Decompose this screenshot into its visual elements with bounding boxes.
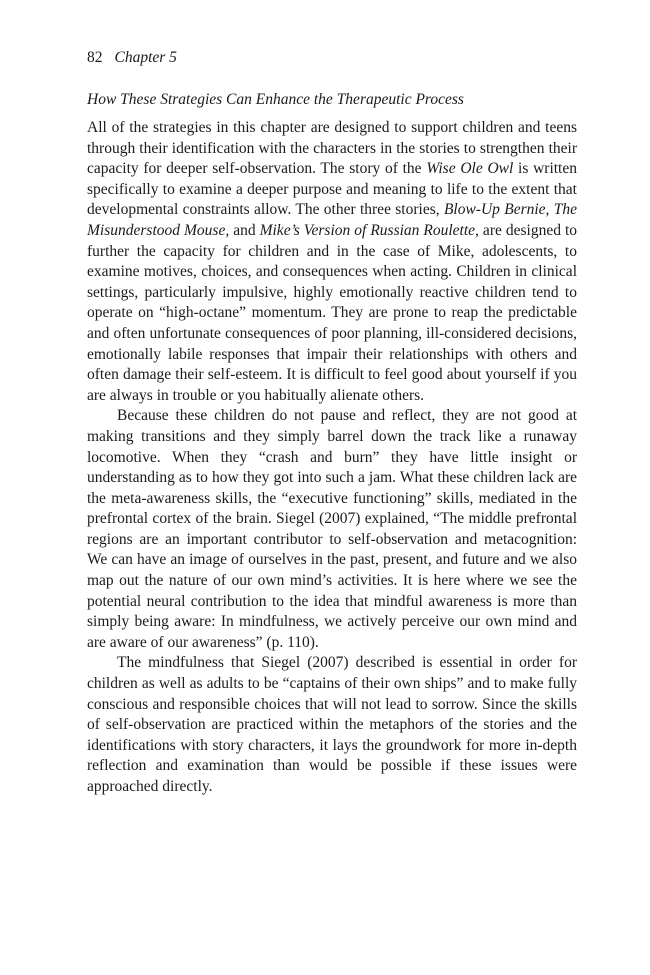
book-title-bernie-mouse: Blow-Up Bernie, The Misunderstood Mouse, [87,201,577,239]
book-page [87,48,577,798]
section-heading: How These Strategies Can Enhance the Therapeutic Process [87,91,464,108]
book-title-wise-ole-owl: Wise Ole Owl [426,160,514,178]
paragraph-1-text-c: and [229,221,260,239]
page-number: 82 [87,49,103,66]
paragraph-1 [87,118,577,406]
book-title-mikes-version: Mike’s Version of Russian Roulette, [259,221,479,239]
paragraph-2: Because these children do not pause and reflect, they are not good at making transitions and they simply barrel down the track like a runaway locomotive. When they “crash and burn” they have little insight or understanding as to how they got into such a jam. What these children lack are the meta-awareness skills, the “executive functioning” skills, mediated in the prefrontal cortex of the brain. Siegel (2007) explained, “The middle prefrontal regions are an important contributor to self-observation and metacognition: We can have an image of ourselves in the past, present, and future and we also map out the nature of our own mind’s activities. It is here where we see the potential neural contribution to the idea that mindful awareness is more than simply being aware: In mindfulness, we actively perceive our own mind and are aware of our awareness” (p. 110). [87,407,577,651]
chapter-label: Chapter 5 [114,49,177,66]
paragraph-1-text-b: is written specifically to examine a deeper purpose and meaning to life to the extent that developmental constraints allow. The other three stories, [87,160,577,219]
paragraph-3: The mindfulness that Siegel (2007) described is essential in order for children as well as adults to be “captains of their own ships” and to make fully conscious and responsible choices that will not lead to sorrow. Since the skills of self-observation are practiced within the metaphors of the stories and the identifications with story characters, it lays the groundwork for more in-depth reflection and examination than would be possible if these issues were approached directly. [87,654,577,795]
paragraph-1-text-a: All of the strategies in this chapter are designed to support children and teens through their identification with the characters in the stories to strengthen their capacity for deeper self-observation. The story of the [87,119,577,178]
running-head [87,48,577,68]
paragraph-1-text-d: are designed to further the capacity for children and in the case of Mike, adolescents, to examine motives, choices, and consequences when acting. Children in clinical settings, particularly impulsive, highly emotionally reactive children tend to operate on “high-octane” momentum. They are prone to reap the predictable and often unfortunate consequences of poor planning, ill-considered decisions, emotionally labile responses that impair their relationships with others and often damage their self-esteem. It is difficult to feel good about yourself if you are always in trouble or you habitually alienate others. [87,221,578,404]
